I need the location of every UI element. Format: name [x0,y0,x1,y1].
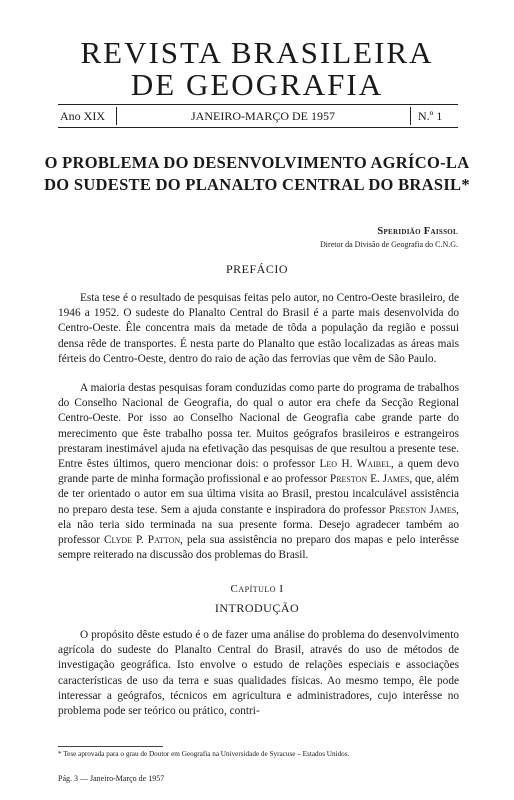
issue-number: N.º 1 [418,109,443,123]
issue-divider [116,107,117,125]
footnote: * Tese aprovada para o grau de Doutor em Geografia na Universidade de Syracuse – Estados Unidos. [58,750,350,758]
person-name: Clyde P. Patton [104,534,181,547]
paragraph-text: , a quem devo grande parte de minha formação profissional e ao professor [58,458,459,486]
footnote-divider [58,746,163,747]
page-footer: Pág. 3 — Janeiro-Março de 1957 [58,774,165,783]
person-name: Leo H. Waibel [319,458,391,471]
paragraph-text: , pela sua assistência no preparo dos mapas e pelo interêsse sempre reiterado na discussão dos problemas do Brasil. [58,534,459,562]
issue-year: Ano XIX [60,109,105,123]
author-affiliation: Diretor da Divisão de Geografia do C.N.G. [320,240,458,249]
issue-date: JANEIRO-MARÇO DE 1957 [191,109,335,123]
preface-paragraph-2 [58,381,459,563]
article-author: Speridião Faissol [377,226,458,237]
journal-title-line2: DE GEOGRAFIA [130,67,384,102]
preface-paragraph-1: Esta tese é o resultado de pesquisas feitas pelo autor, no Centro-Oeste brasileiro, de 1946 a 1952. O sudeste do Planalto Central do Brasil é a parte mais desenvolvida do Centro-Oeste. Êle concentra mais da metade de tôda a população da região e possui densa rêde de transportes. É nesta parte do Planalto que estão localizadas as áreas mais férteis do Centro-Oeste, dentro do raio de ação das ferrovias que vêm de São Paulo. [58,292,459,365]
paragraph-text: , que, além de ter orientado o autor em sua última visita ao Brasil, prestou incalculável assistência no preparo desta tese. Sem a ajuda constante e inspiradora do professor [58,473,460,516]
issue-divider [410,107,411,125]
person-name: Preston James [388,503,457,516]
introduction-paragraph-1: O propósito dêste estudo é o de fazer uma análise do problema do desenvolvimento agrícola do sudeste do Planalto Central do Brasil, através do uso de métodos de investigação geográfica. Isto envolve o estudo de relações especiais e associações características de uso da terra e suas qualidades físicas. Ao mesmo tempo, êle pode interessar a geógrafos, técnicos em agricultura e administradores, cujo interêsse no problema pode ser teórico ou prático, contri- [58,629,459,718]
chapter-label: Capítulo I [230,583,284,595]
issue-bar [58,104,458,128]
chapter-heading: INTRODUÇÃO [214,601,300,615]
article-title: O PROBLEMA DO DESENVOLVIMENTO AGRÍCO-LA DO SUDESTE DO PLANALTO CENTRAL DO BRASIL* [44,153,470,194]
journal-title-line1: REVISTA BRASILEIRA [80,35,434,70]
preface-heading: PREFÁCIO [225,262,288,276]
person-name: Preston E. James [329,473,410,486]
paragraph-text: A maioria destas pesquisas foram conduzidas como parte do programa de trabalhos do Conselho Nacional de Geografia, do qual o autor era chefe da Secção Regional Centro-Oeste. Por isso ao Conselho Nacional de Geografia cabe grande parte do merecimento que êste trabalho possa ter. Muitos geógrafos brasileiros e estrangeiros prestaram inestimável ajuda na efetivação das pesquisas de que resultou a presente tese. Entre êstes últimos, quero mencionar dois: o professor [58,382,459,471]
paragraph-text: , ela não teria sido terminada na sua presente forma. Desejo agradecer também ao professor [58,503,459,547]
